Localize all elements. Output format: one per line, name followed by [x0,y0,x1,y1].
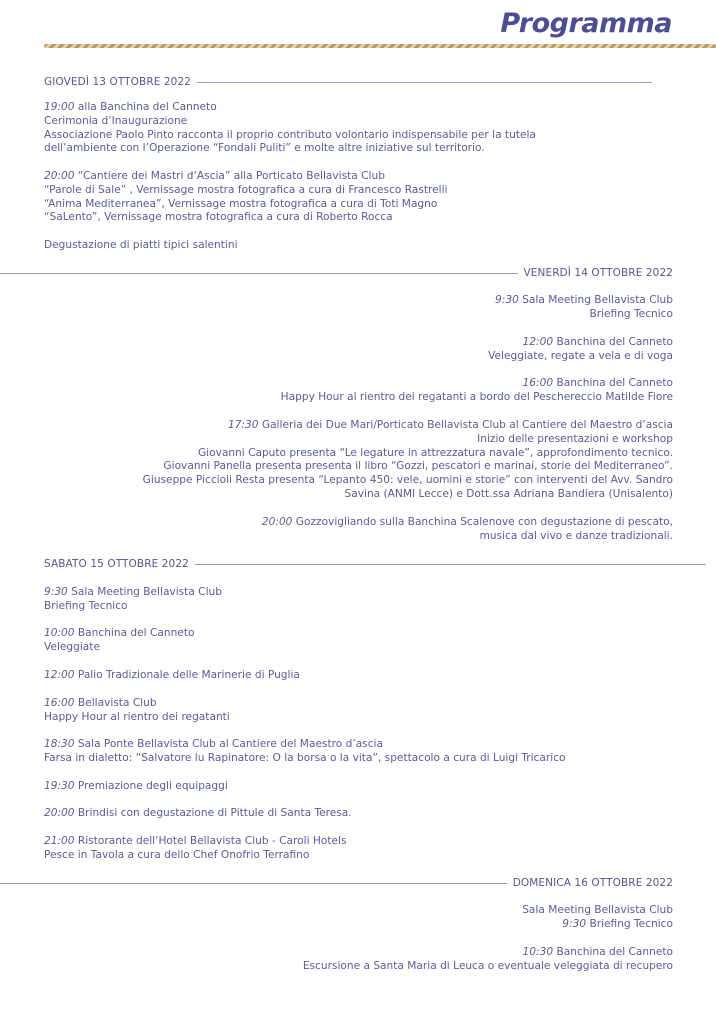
day-label: SABATO 15 OTTOBRE 2022 [44,558,189,570]
day-heading-sunday [0,877,673,889]
day-rule [0,273,518,274]
event [44,669,300,683]
event [44,586,222,614]
event-line: Pesce in Tavola a cura dello Chef Onofrio Terrafino [44,848,310,861]
event-time: 9:30 [562,917,587,930]
event-time: 10:00 [44,627,75,639]
event-line: “Anima Mediterranea”, Vernissage mostra fotografica a cura di Toti Magno [44,197,438,210]
event-time: 20:00 [261,516,293,528]
event [44,738,566,766]
event-time: 16:00 [522,377,554,389]
event-line: Savina (ANMI Lecce) e Dott.ssa Adriana Bandiera (Unisalento) [344,487,673,500]
event-line: Happy Hour al rientro dei regatanti a bordo del Peschereccio Matilde Fiore [280,390,673,403]
event-line: Veleggiate [44,640,100,653]
day-label: DOMENICA 16 OTTOBRE 2022 [512,877,673,889]
event-line: dell’ambiente con l’Operazione “Fondali Puliti” e molte altre iniziative sul territorio. [44,142,485,155]
rope-divider [44,44,716,48]
event-time: 9:30 [44,586,68,598]
event [522,904,673,932]
event-time: 12:00 [44,669,75,681]
event-time: 21:00 [44,835,75,847]
event [281,377,673,405]
event-time: 10:30 [522,946,554,958]
event-line: Premiazione degli equipaggi [77,780,228,792]
event-time: 18:30 [44,738,75,750]
event [262,516,673,544]
event-line: Inizio delle presentazioni e workshop [477,432,673,445]
day-rule [0,883,507,884]
event-line: alla Banchina del Canneto [77,101,217,113]
event-line: Gozzovigliando sulla Banchina Scalenove con degustazione di pescato, [295,516,673,528]
event-line: Sala Meeting Bellavista Club [71,586,222,598]
event [488,336,673,364]
event-line: Veleggiate, regate a vela e di voga [488,349,673,362]
day-rule [195,564,706,565]
event-line: Briefing Tecnico [589,307,673,320]
day-heading-saturday [44,558,706,570]
event-time: 19:30 [44,780,75,792]
event-line: Briefing Tecnico [589,917,673,930]
event-line: Banchina del Canneto [556,377,673,389]
event-line: Palio Tradizionale delle Marinerie di Puglia [77,669,300,681]
event [303,946,673,974]
event [44,835,346,863]
event-time: 16:00 [44,697,75,709]
event [44,780,228,794]
event-line: Sala Meeting Bellavista Club [522,904,673,916]
event-line: Cerimonia d’Inaugurazione [44,114,188,127]
event-line: Briefing Tecnico [44,599,128,612]
event-line: musica dal vivo e danze tradizionali. [479,529,673,542]
event-time: 9:30 [495,294,519,306]
event-time: 20:00 [44,170,75,182]
event-line: Giovanni Caputo presenta “Le legature in attrezzatura navale”, approfondimento tecnico. [197,446,673,459]
event-time: 17:30 [227,419,259,431]
event-time: 20:00 [44,807,75,819]
event-line: Sala Ponte Bellavista Club al Cantiere del Maestro d’ascia [77,738,383,750]
day-rule [197,82,652,83]
event-line: “SaLento”, Vernissage mostra fotografica a cura di Roberto Rocca [44,211,393,224]
event [44,239,238,253]
day-label: VENERDÌ 14 OTTOBRE 2022 [523,267,673,279]
event-line: Happy Hour al rientro dei regatanti [44,710,230,723]
event-line: “Cantiere dei Mastri d’Ascia” alla Porticato Bellavista Club [77,170,385,182]
page-title: Programma [500,8,672,39]
event-line: Banchina del Canneto [556,336,673,348]
day-heading-thursday [44,76,652,88]
event [143,419,673,502]
event-line: Bellavista Club [77,697,157,709]
event [44,807,352,821]
event [44,627,194,655]
event-line: Giuseppe Piccioli Resta presenta “Lepanto 450: vele, uomini e storie” con interventi del Avv. Sandro [142,474,673,487]
event-line: Associazione Paolo Pinto racconta il proprio contributo volontario indispensabile per la tutela [44,128,536,141]
event-time: 12:00 [522,336,554,348]
day-heading-friday [0,267,673,279]
event-line: Galleria dei Due Mari/Porticato Bellavista Club al Cantiere del Maestro d’ascia [261,419,673,431]
event-line: Sala Meeting Bellavista Club [522,294,673,306]
event-line: Ristorante dell’Hotel Bellavista Club - Caroli Hotels [77,835,347,847]
event [44,101,536,156]
event-line: Escursione a Santa Maria di Leuca o eventuale veleggiata di recupero [302,959,673,972]
event-line: Giovanni Panella presenta presenta il libro “Gozzi, pescatori e marinai, storie del Mediterraneo”. [163,460,673,473]
event-line: “Parole di Sale” , Vernissage mostra fotografica a cura di Francesco Rastrelli [44,183,448,196]
event [44,170,448,225]
event-line: Banchina del Canneto [77,627,195,639]
event-line: Banchina del Canneto [556,946,673,958]
day-label: GIOVEDÌ 13 OTTOBRE 2022 [44,76,192,88]
event-time: 19:00 [44,101,75,113]
event [495,294,673,322]
event-line: Degustazione di piatti tipici salentini [44,239,238,251]
event [44,697,230,725]
event-line: Brindisi con degustazione di Pittule di Santa Teresa. [77,807,352,819]
event-line: Farsa in dialetto: “Salvatore lu Rapinatore: O la borsa o la vita”, spettacolo a cura di Luigi Tricarico [44,751,566,764]
